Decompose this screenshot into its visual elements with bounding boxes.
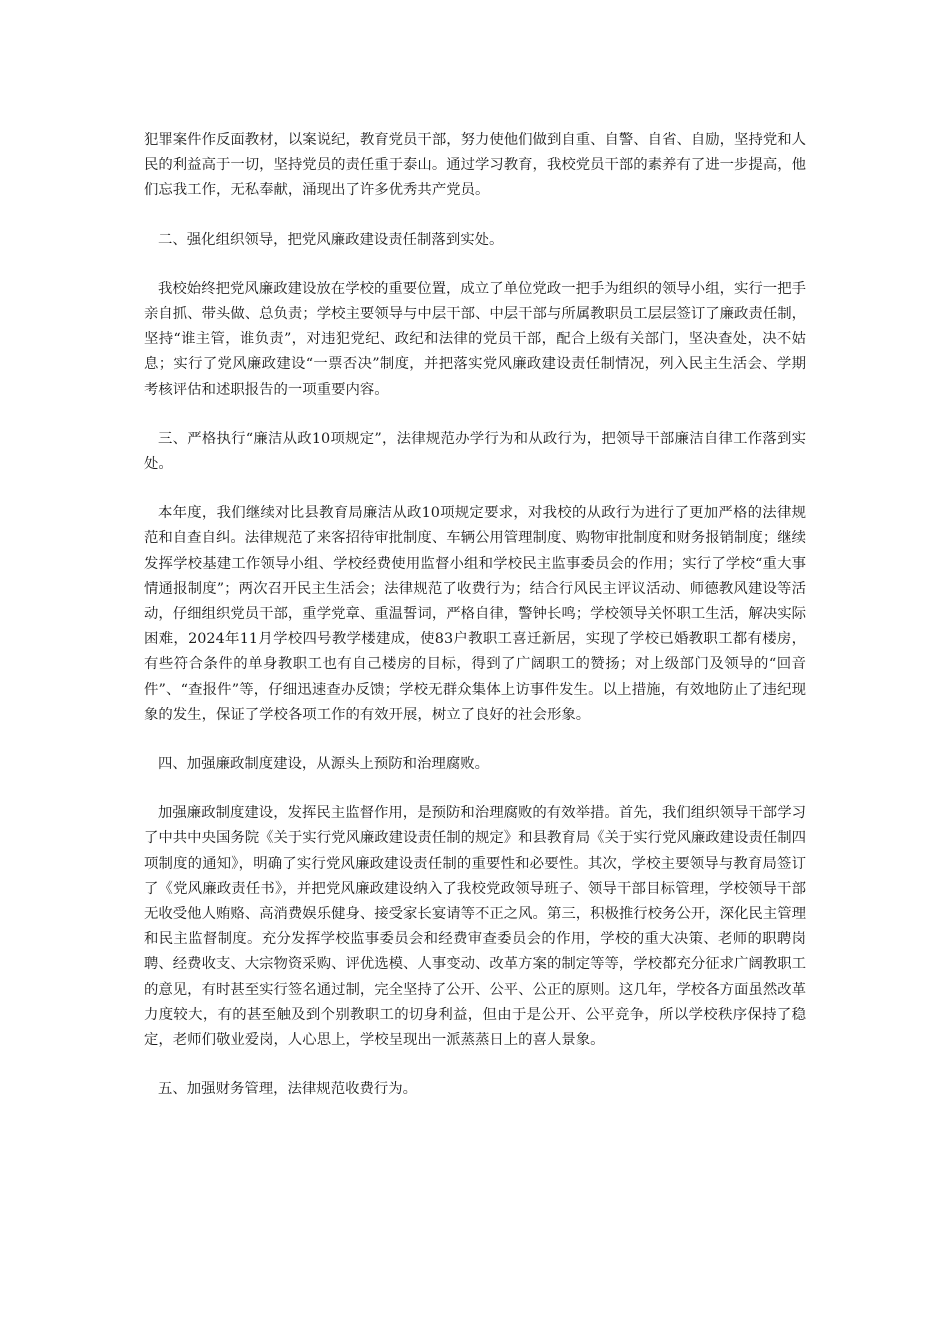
paragraph-section-3: 本年度，我们继续对比县教育局廉洁从政10项规定要求，对我校的从政行为进行了更加严格的法律规范和自查自纠。法律规范了来客招待审批制度、车辆公用管理制度、购物审批制度和财务报销制度；继续发挥学校基建工作领导小组、学校经费使用监督小组和学校民主监事委员会的作用；实行了学校“重大事情通报制度”；两次召开民主生活会；法律规范了收费行为；结合行风民主评议活动、师德教风建设等活动，仔细组织党员干部，重学党章、重温誓词，严格自律，警钟长鸣；学校领导关怀职工生活，解决实际困难，2024年11月学校四号教学楼建成，使83户教职工喜迁新居，实现了学校已婚教职工都有楼房，有些符合条件的单身教职工也有自己楼房的目标，得到了广阔职工的赞扬；对上级部门及领导的“回音件”、“查报件”等，仔细迅速查办反馈；学校无群众集体上访事件发生。以上措施，有效地防止了违纪现象的发生，保证了学校各项工作的有效开展，树立了良好的社会形象。: [144, 505, 806, 723]
section-heading-2: 二、强化组织领导，把党风廉政建设责任制落到实处。: [158, 231, 504, 248]
paragraph-gap: [144, 728, 806, 752]
section-heading-4: 四、加强廉政制度建设，从源头上预防和治理腐败。: [158, 756, 489, 773]
paragraph-gap: [144, 253, 806, 277]
document-page: [144, 128, 806, 1103]
paragraph-gap: [144, 403, 806, 427]
paragraph-section-2: 我校始终把党风廉政建设放在学校的重要位置，成立了单位党政一把手为组织的领导小组，实行一把手亲自抓、带头做、总负责；学校主要领导与中层干部、中层干部与所属教职员工层层签订了廉政责任制，坚持“谁主管，谁负责”，对违犯党纪、政纪和法律的党员干部，配合上级有关部门，坚决查处，决不姑息；实行了党风廉政建设“一票否决”制度，并把落实党风廉政建设责任制情况，列入民主生活会、学期考核评估和述职报告的一项重要内容。: [144, 280, 806, 398]
paragraph-gap: [144, 777, 806, 801]
paragraph-gap: [144, 477, 806, 501]
paragraph-intro-continuation: 犯罪案件作反面教材，以案说纪，教育党员干部，努力使他们做到自重、自警、自省、自励，坚持党和人民的利益高于一切，坚持党员的责任重于泰山。通过学习教育，我校党员干部的素养有了进一步提高，他们忘我工作，无私奉献，涌现出了许多优秀共产党员。: [144, 132, 806, 199]
section-heading-3: 三、严格执行“廉洁从政10项规定”，法律规范办学行为和从政行为，把领导干部廉洁自律工作落到实处。: [144, 430, 806, 473]
paragraph-gap: [144, 1053, 806, 1077]
section-heading-5: 五、加强财务管理，法律规范收费行为。: [158, 1081, 418, 1098]
paragraph-gap: [144, 204, 806, 228]
paragraph-section-4: 加强廉政制度建设，发挥民主监督作用，是预防和治理腐败的有效举措。首先，我们组织领导干部学习了中共中央国务院《关于实行党风廉政建设责任制的规定》和县教育局《关于实行党风廉政建设责任制四项制度的通知》，明确了实行党风廉政建设责任制的重要性和必要性。其次，学校主要领导与教育局签订了《党风廉政责任书》，并把党风廉政建设纳入了我校党政领导班子、领导干部目标管理，学校领导干部无收受他人贿赂、高消费娱乐健身、接受家长宴请等不正之风。第三，积极推行校务公开，深化民主管理和民主监督制度。充分发挥学校监事委员会和经费审查委员会的作用，学校的重大决策、老师的职聘岗聘、经费收支、大宗物资采购、评优选模、人事变动、改革方案的制定等等，学校都充分征求广阔教职工的意见，有时甚至实行签名通过制，完全坚持了公开、公平、公正的原则。这几年，学校各方面虽然改革力度较大，有的甚至触及到个别教职工的切身利益，但由于是公开、公平竞争，所以学校秩序保持了稳定，老师们敬业爱岗，人心思上，学校呈现出一派蒸蒸日上的喜人景象。: [144, 805, 806, 1049]
